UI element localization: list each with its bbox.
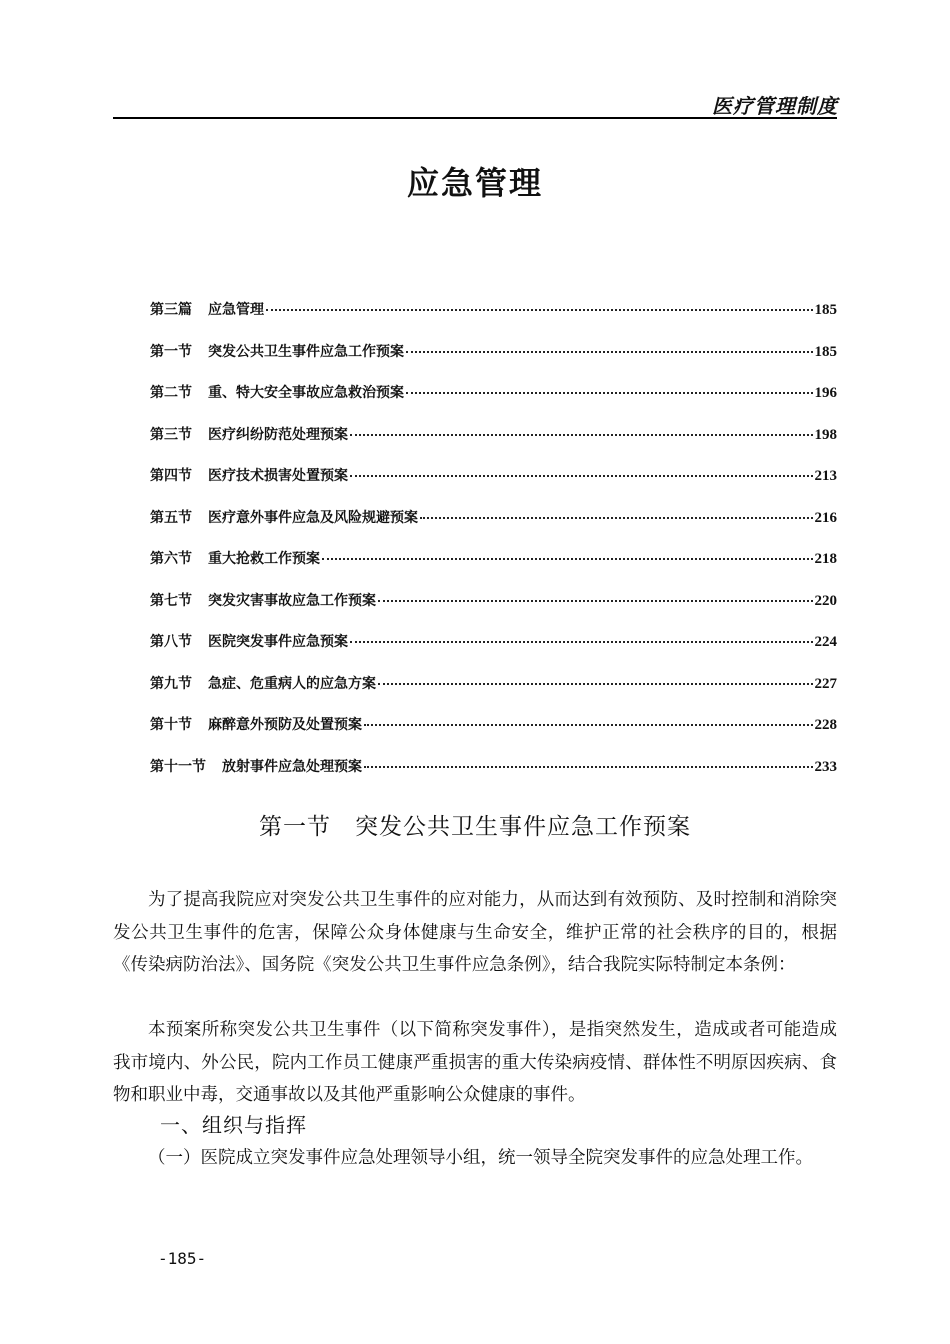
page-title: 应急管理 — [406, 164, 543, 202]
toc-page-number: 227 — [814, 675, 837, 692]
toc-page-number: 198 — [814, 426, 837, 443]
toc-section-number: 第九节 — [150, 675, 192, 692]
toc-leader-dots — [420, 517, 813, 519]
toc-entry[interactable] — [150, 341, 837, 383]
toc-entry-title: 医疗技术损害处置预案 — [208, 468, 348, 484]
section-heading: 第一节 突发公共卫生事件应急工作预案 — [259, 814, 691, 840]
toc-entry-title: 麻醉意外预防及处置预案 — [208, 717, 362, 733]
toc-entry[interactable] — [150, 631, 837, 673]
toc-entry-title: 应急管理 — [208, 302, 264, 318]
toc-page-number: 213 — [814, 468, 837, 484]
toc-section-number: 第三篇 — [150, 302, 192, 318]
toc-leader-dots — [350, 641, 813, 643]
page-number: -185- — [158, 1249, 207, 1268]
toc-page-number: 196 — [814, 385, 837, 401]
toc-entry[interactable] — [150, 465, 837, 507]
header-divider — [113, 117, 837, 119]
running-header-title: 医疗管理制度 — [712, 94, 838, 118]
body-paragraph: （一）医院成立突发事件应急处理领导小组，统一领导全院突发事件的应急处理工作。 — [148, 1148, 813, 1168]
body-paragraph: 本预案所称突发公共卫生事件（以下简称突发事件），是指突然发生，造成或者可能造成我市境内、外公民，院内工作员工健康严重损害的重大传染病疫情、群体性不明原因疾病、食物和职业中毒，交通事故以及其他严重影响公众健康的事件。 — [113, 1020, 837, 1105]
toc-leader-dots — [378, 600, 813, 602]
toc-section-number: 第十节 — [150, 717, 192, 733]
toc-section-number: 第五节 — [150, 509, 192, 526]
toc-page-number: 233 — [814, 758, 837, 775]
toc-page-number: 224 — [814, 634, 837, 650]
toc-page-number: 220 — [814, 592, 837, 609]
toc-page-number: 228 — [814, 717, 837, 733]
toc-entry[interactable] — [150, 507, 837, 549]
toc-leader-dots — [406, 392, 813, 394]
toc-entry[interactable] — [150, 299, 837, 341]
toc-section-number: 第六节 — [150, 551, 192, 567]
toc-leader-dots — [266, 309, 813, 311]
toc-entry[interactable] — [150, 756, 837, 798]
table-of-contents — [150, 299, 837, 797]
toc-entry-title: 放射事件应急处理预案 — [222, 758, 362, 775]
toc-section-number: 第三节 — [150, 426, 192, 443]
toc-leader-dots — [378, 683, 813, 685]
toc-leader-dots — [350, 475, 813, 477]
toc-entry[interactable] — [150, 382, 837, 424]
toc-entry-title: 重、特大安全事故应急救治预案 — [208, 385, 404, 401]
toc-page-number: 185 — [814, 343, 837, 360]
toc-entry-title: 突发公共卫生事件应急工作预案 — [208, 343, 404, 360]
toc-entry-title: 医疗意外事件应急及风险规避预案 — [208, 509, 418, 526]
toc-entry[interactable] — [150, 714, 837, 756]
toc-entry[interactable] — [150, 673, 837, 715]
toc-section-number: 第二节 — [150, 385, 192, 401]
toc-leader-dots — [350, 434, 813, 436]
toc-leader-dots — [406, 351, 813, 353]
toc-section-number: 第七节 — [150, 592, 192, 609]
toc-page-number: 185 — [814, 302, 837, 318]
toc-page-number: 216 — [814, 509, 837, 526]
toc-section-number: 第十一节 — [150, 758, 206, 775]
toc-section-number: 第八节 — [150, 634, 192, 650]
toc-entry-title: 急症、危重病人的应急方案 — [208, 675, 376, 692]
toc-leader-dots — [364, 766, 813, 768]
toc-entry[interactable] — [150, 424, 837, 466]
toc-entry-title: 突发灾害事故应急工作预案 — [208, 592, 376, 609]
toc-entry-title: 医院突发事件应急预案 — [208, 634, 348, 650]
toc-section-number: 第一节 — [150, 343, 192, 360]
toc-leader-dots — [322, 558, 813, 560]
subsection-heading: 一、组织与指挥 — [160, 1113, 307, 1137]
body-paragraph: 为了提高我院应对突发公共卫生事件的应对能力，从而达到有效预防、及时控制和消除突发公共卫生事件的危害，保障公众身体健康与生命安全，维护正常的社会秩序的目的，根据《传染病防治法》、国务院《突发公共卫生事件应急条例》，结合我院实际特制定本条例： — [113, 890, 837, 975]
toc-entry-title: 重大抢救工作预案 — [208, 551, 320, 567]
toc-entry[interactable] — [150, 548, 837, 590]
toc-section-number: 第四节 — [150, 468, 192, 484]
toc-leader-dots — [364, 724, 813, 726]
toc-entry-title: 医疗纠纷防范处理预案 — [208, 426, 348, 443]
toc-entry[interactable] — [150, 590, 837, 632]
toc-page-number: 218 — [814, 551, 837, 567]
